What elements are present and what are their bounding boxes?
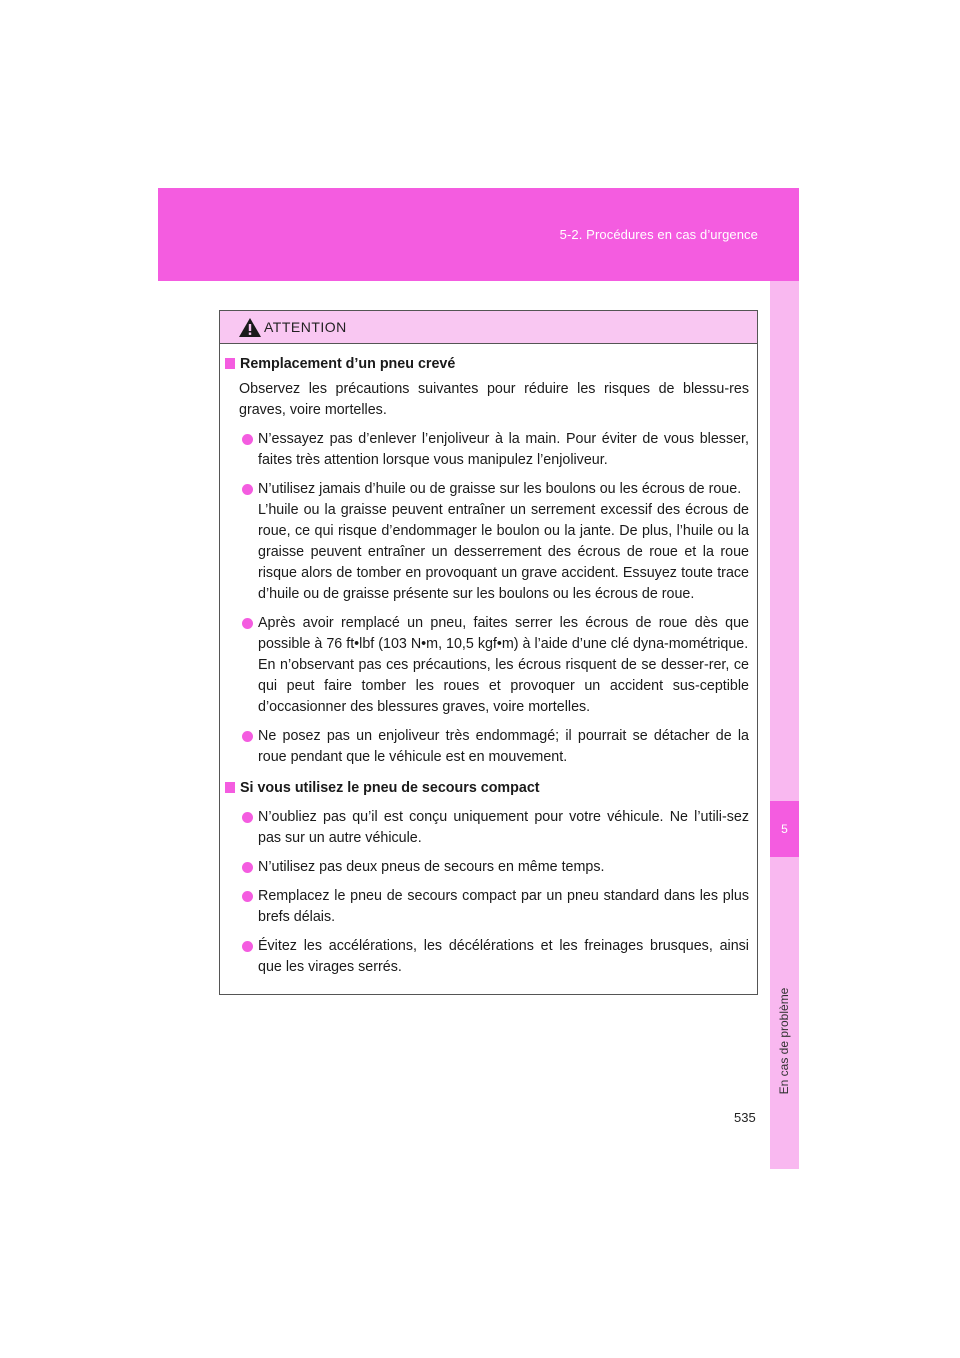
bullet-dot-icon	[242, 618, 253, 629]
list-item	[258, 613, 749, 718]
side-tab-number: 5	[770, 801, 799, 857]
header-band	[158, 188, 799, 281]
list-item	[258, 429, 749, 471]
bullet-dot-icon	[242, 434, 253, 445]
section-title	[220, 354, 757, 375]
bullet-text: Après avoir remplacé un pneu, faites serrer les écrous de roue dès que possible à 76 ft•lbf (103 N•m, 10,5 kgf•m) à l’aide d’une clé dyna-mométrique.	[258, 615, 749, 652]
section-square-icon	[225, 782, 235, 793]
bullet-text: Ne posez pas un enjoliveur très endommagé; il pourrait se détacher de la roue pendant que le véhicule est en mouvement.	[258, 728, 749, 765]
list-item	[258, 726, 749, 768]
section-tire-replacement	[220, 354, 757, 768]
header-title: 5-2. Procédures en cas d’urgence	[559, 227, 758, 242]
warning-box	[219, 310, 758, 995]
list-item	[258, 807, 749, 849]
bullet-dot-icon	[242, 862, 253, 873]
bullet-dot-icon	[242, 891, 253, 902]
section-title-text: Remplacement d’un pneu crevé	[240, 356, 456, 372]
side-tab	[770, 281, 799, 1169]
list-item	[258, 479, 749, 605]
bullet-dot-icon	[242, 941, 253, 952]
bullet-text: N’oubliez pas qu’il est conçu uniquement pour votre véhicule. Ne l’utili-sez pas sur un autre véhicule.	[258, 809, 749, 846]
warning-title: ATTENTION	[264, 319, 347, 335]
warning-triangle-icon	[238, 317, 262, 338]
warning-content	[220, 344, 757, 978]
page-number: 535	[734, 1110, 756, 1125]
section-title-text: Si vous utilisez le pneu de secours compact	[240, 780, 540, 796]
section-title	[220, 778, 757, 799]
bullet-dot-icon	[242, 484, 253, 495]
section-compact-spare	[220, 778, 757, 978]
bullet-text: Évitez les accélérations, les décélérations et les freinages brusques, ainsi que les virages serrés.	[258, 938, 749, 975]
side-tab-label: En cas de problème	[777, 987, 791, 1095]
bullet-dot-icon	[242, 731, 253, 742]
list-item	[258, 857, 749, 878]
bullet-text: N’utilisez pas deux pneus de secours en même temps.	[258, 859, 605, 875]
bullet-text: N’essayez pas d’enlever l’enjoliveur à la main. Pour éviter de vous blesser, faites très attention lorsque vous manipulez l’enjoliveur.	[258, 431, 749, 468]
warning-header	[220, 311, 757, 344]
section-square-icon	[225, 358, 235, 369]
section-intro: Observez les précautions suivantes pour réduire les risques de blessu-res graves, voire mortelles.	[239, 381, 749, 418]
bullet-text: En n’observant pas ces précautions, les écrous risquent de se desser-rer, ce qui peut faire tomber les roues et provoquer un accident sus-ceptible d’occasionner des blessures graves, voire mortelles.	[258, 657, 749, 715]
bullet-text: N’utilisez jamais d’huile ou de graisse sur les boulons ou les écrous de roue.	[258, 481, 742, 497]
bullet-dot-icon	[242, 812, 253, 823]
list-item	[258, 936, 749, 978]
bullet-text: Remplacez le pneu de secours compact par un pneu standard dans les plus brefs délais.	[258, 888, 749, 925]
list-item	[258, 886, 749, 928]
bullet-text: L’huile ou la graisse peuvent entraîner un serrement excessif des écrous de roue, ce qui risque d’endommager le boulon ou la jante. De plus, l’huile ou la graisse peuvent entraîner un desserrement des écrous de roue et la roue risque alors de tomber en provoquant un grave accident. Essuyez toute trace d’huile ou de graisse présente sur les boulons ou les écrous de roue.	[258, 502, 749, 602]
